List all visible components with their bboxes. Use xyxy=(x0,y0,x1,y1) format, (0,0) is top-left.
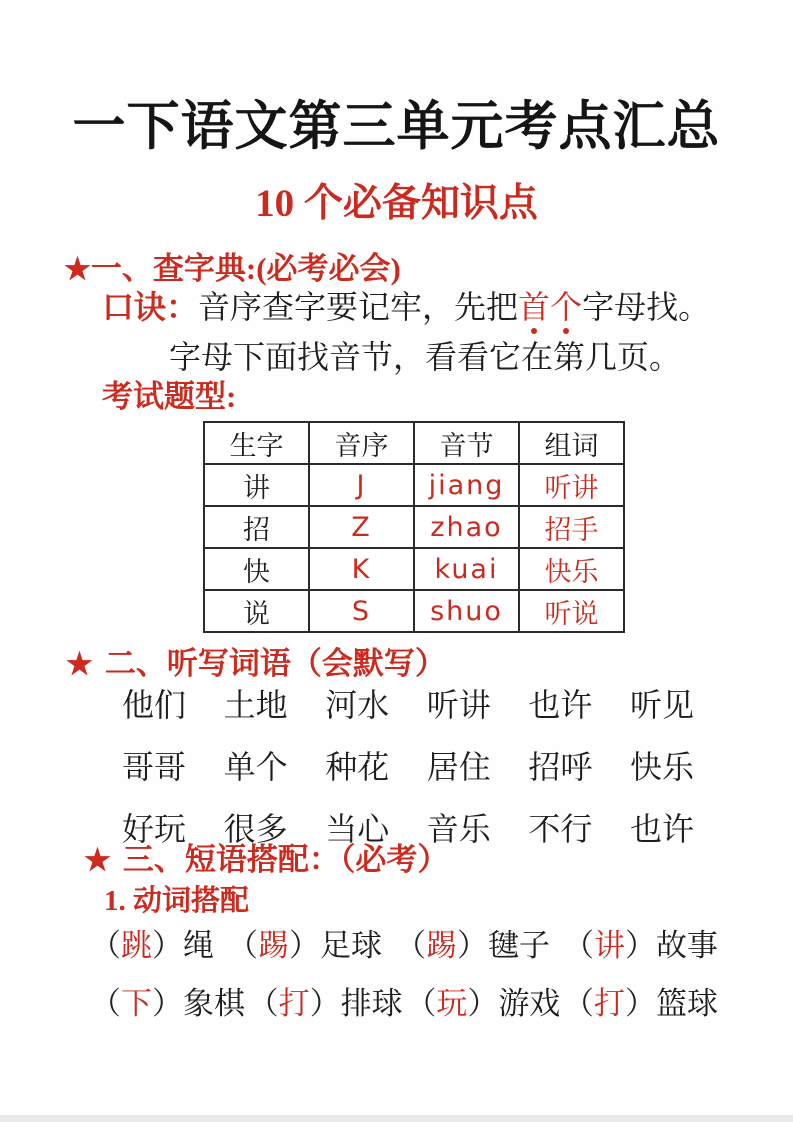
word: 招呼 xyxy=(528,749,593,785)
phrase-verb: 踢 xyxy=(258,928,289,963)
cell-initial: Z xyxy=(309,506,414,548)
open-paren: （ xyxy=(90,928,121,963)
word: 听见 xyxy=(629,687,694,723)
table-row xyxy=(204,506,624,548)
star-icon: ★ xyxy=(64,253,91,286)
word: 很多 xyxy=(223,811,288,847)
cell-hanzi: 快 xyxy=(204,548,309,590)
close-paren: ） xyxy=(152,928,183,963)
col-header-hanzi: 生字 xyxy=(204,422,309,464)
mantra-highlight-char1: 首 xyxy=(518,289,551,325)
word: 种花 xyxy=(325,749,390,785)
phrase xyxy=(563,920,718,965)
star-icon: ★ xyxy=(84,844,111,877)
table-row xyxy=(204,464,624,506)
phrase-noun: 足球 xyxy=(320,928,382,963)
word-row xyxy=(122,680,694,726)
phrase-row xyxy=(90,920,718,965)
phrase-verb: 跳 xyxy=(121,928,152,963)
mantra-line1 xyxy=(102,282,710,328)
phrase-row xyxy=(90,978,718,1023)
phrase-noun: 绳 xyxy=(183,928,214,963)
open-paren: （ xyxy=(395,928,426,963)
phrase xyxy=(248,978,403,1023)
phrase-verb: 下 xyxy=(121,986,152,1021)
star-icon: ★ xyxy=(66,648,93,681)
open-paren: （ xyxy=(90,986,121,1021)
cell-word: 快乐 xyxy=(519,548,624,590)
col-header-word: 组词 xyxy=(519,422,624,464)
word: 也许 xyxy=(629,811,694,847)
cell-word: 听讲 xyxy=(519,464,624,506)
cell-hanzi: 说 xyxy=(204,590,309,632)
word: 居住 xyxy=(426,749,491,785)
verb-matching-subheading: 1. 动词搭配 xyxy=(104,885,250,917)
table-header-row xyxy=(204,422,624,464)
phrase-noun: 游戏 xyxy=(498,986,561,1021)
cell-word: 招手 xyxy=(519,506,624,548)
close-paren: ） xyxy=(289,928,320,963)
open-paren: （ xyxy=(247,986,279,1021)
word-row xyxy=(122,742,694,788)
phrase-noun: 篮球 xyxy=(655,986,718,1021)
page-bottom-edge xyxy=(0,1115,793,1122)
mantra-line1-after: 字母找。 xyxy=(582,289,711,325)
cell-initial: K xyxy=(309,548,414,590)
word: 哥哥 xyxy=(122,749,187,785)
phrase-verb: 踢 xyxy=(426,928,457,963)
open-paren: （ xyxy=(563,928,594,963)
close-paren: ） xyxy=(309,986,341,1021)
phrase xyxy=(90,978,245,1023)
word: 也许 xyxy=(528,687,593,723)
cell-syllable: shuo xyxy=(414,590,519,632)
close-paren: ） xyxy=(624,986,656,1021)
phrase-noun: 排球 xyxy=(340,986,403,1021)
phrase xyxy=(227,920,382,965)
word: 河水 xyxy=(325,687,390,723)
verb-phrases xyxy=(90,920,718,1023)
phrase-verb: 讲 xyxy=(594,928,625,963)
table-row xyxy=(204,548,624,590)
section1-heading-text: 一、查字典:(必考必会) xyxy=(90,251,401,286)
word: 不行 xyxy=(528,811,593,847)
mantra-line1-before: 音序查字要记牢，先把 xyxy=(198,289,519,325)
cell-hanzi: 招 xyxy=(204,506,309,548)
section3-heading xyxy=(84,834,448,879)
section2-heading xyxy=(66,638,446,683)
phrase-verb: 打 xyxy=(593,986,625,1021)
phrase-noun: 毽子 xyxy=(488,928,550,963)
open-paren: （ xyxy=(562,986,594,1021)
phrase xyxy=(405,978,560,1023)
cell-initial: S xyxy=(309,590,414,632)
phrase-noun: 象棋 xyxy=(183,986,245,1021)
cell-syllable: zhao xyxy=(414,506,519,548)
cell-syllable: kuai xyxy=(414,548,519,590)
word: 土地 xyxy=(223,687,288,723)
word: 当心 xyxy=(325,811,390,847)
cell-word: 听说 xyxy=(519,590,624,632)
close-paren: ） xyxy=(457,928,488,963)
word: 听讲 xyxy=(426,687,491,723)
phrase xyxy=(90,920,214,965)
col-header-initial: 音序 xyxy=(309,422,414,464)
phrase xyxy=(563,978,718,1023)
phrase-verb: 玩 xyxy=(436,986,468,1021)
phrase xyxy=(395,920,550,965)
word: 音乐 xyxy=(426,811,491,847)
cell-initial: J xyxy=(309,464,414,506)
table-row xyxy=(204,590,624,632)
exam-type-label: 考试题型: xyxy=(102,379,237,414)
close-paren: ） xyxy=(467,986,499,1021)
mantra-line2: 字母下面找音节，看看它在第几页。 xyxy=(169,339,682,375)
page-title: 一下语文第三单元考点汇总 xyxy=(72,98,721,156)
cell-hanzi: 讲 xyxy=(204,464,309,506)
open-paren: （ xyxy=(405,986,437,1021)
dictionary-lookup-table xyxy=(203,421,625,633)
cell-syllable: jiang xyxy=(414,464,519,506)
mantra-highlight-char2: 个 xyxy=(550,289,583,325)
close-paren: ） xyxy=(152,986,183,1021)
section2-heading-text: 二、听写词语（会默写） xyxy=(104,646,446,681)
word: 好玩 xyxy=(122,811,187,847)
phrase-noun: 故事 xyxy=(656,928,718,963)
page-subtitle: 10 个必备知识点 xyxy=(255,182,538,225)
word: 快乐 xyxy=(629,749,694,785)
word: 单个 xyxy=(223,749,288,785)
mantra-label: 口诀： xyxy=(102,289,199,325)
dictation-words xyxy=(122,680,694,850)
section3-heading-text: 三、短语搭配：（必考） xyxy=(122,842,449,877)
word: 他们 xyxy=(122,687,187,723)
phrase-verb: 打 xyxy=(278,986,310,1021)
col-header-syllable: 音节 xyxy=(414,422,519,464)
close-paren: ） xyxy=(625,928,656,963)
open-paren: （ xyxy=(227,928,258,963)
